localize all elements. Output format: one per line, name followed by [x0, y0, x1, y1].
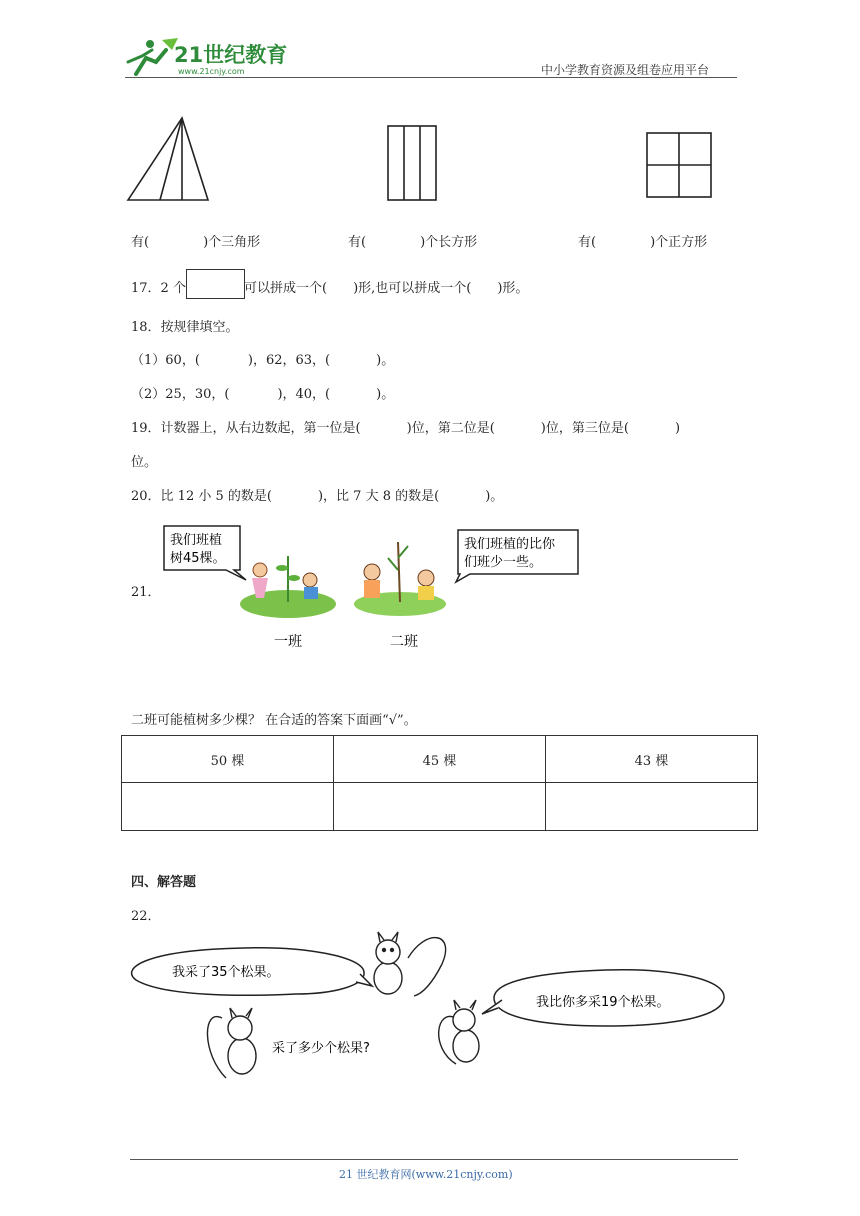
site-tagline: 中小学教育资源及组卷应用平台	[541, 63, 710, 77]
question-22-prompt: 采了多少个松果?	[272, 1041, 370, 1056]
option-43: 43 棵	[546, 736, 758, 783]
logo-url: www.21cnjy.com	[178, 67, 245, 76]
rectangles-figure	[386, 124, 438, 202]
speech-bubble-squirrel2	[482, 970, 724, 1026]
option-45: 45 棵	[334, 736, 546, 783]
speech-bubble-squirrel1	[132, 948, 372, 996]
question-22-num: 22．	[131, 909, 161, 924]
question-20: 20．比 12 小 5 的数是( )，比 7 大 8 的数是( )。	[131, 489, 504, 504]
logo-text: 21世纪教育	[174, 43, 288, 67]
square-count-label: 有( )个正方形	[578, 235, 708, 250]
footer-divider	[130, 1159, 738, 1160]
squares-figure	[645, 131, 713, 199]
triangle-figure	[126, 116, 210, 204]
svg-text:树45棵。: 树45棵。	[170, 551, 226, 566]
question-18-line2: （2）25，30，( )，40，( )。	[131, 387, 395, 402]
speech-bubble-class2	[456, 530, 578, 582]
svg-text:我采了35个松果。: 我采了35个松果。	[172, 965, 280, 980]
svg-text:我们班植的比你: 我们班植的比你	[464, 537, 556, 552]
question-21-num: 21．	[131, 585, 161, 600]
option-50: 50 棵	[122, 736, 334, 783]
class1-children-scene	[240, 556, 336, 618]
svg-text:们班少一些。: 们班少一些。	[464, 555, 543, 570]
question-18-title: 18．按规律填空。	[131, 320, 239, 335]
triangle-count-label: 有( )个三角形	[131, 235, 261, 250]
answer-cell-43[interactable]	[546, 783, 758, 831]
question-17: 17．2 个	[131, 281, 186, 296]
table-row	[122, 783, 758, 831]
squirrels-illustration	[126, 928, 730, 1088]
question-21-prompt: 二班可能植树多少棵？ 在合适的答案下面画“√”。	[131, 713, 417, 728]
question-18-line1: （1）60，( )，62，63，( )。	[131, 353, 395, 368]
site-logo	[122, 36, 292, 78]
answer-table	[121, 735, 758, 831]
footer-link[interactable]: 21 世纪教育网(www.21cnjy.com)	[339, 1168, 513, 1181]
squirrel-2-icon	[439, 1000, 479, 1064]
svg-text:我们班植: 我们班植	[170, 533, 223, 548]
squirrel-3-icon	[207, 1008, 256, 1078]
answer-cell-50[interactable]	[122, 783, 334, 831]
tree-planting-illustration	[160, 522, 590, 652]
rectangle-count-label: 有( )个长方形	[348, 235, 478, 250]
speech-bubble-class1	[164, 526, 246, 580]
question-17-text: 可以拼成一个( )形,也可以拼成一个( )形。	[244, 281, 529, 296]
rectangle-shape-box	[186, 269, 245, 299]
class2-children-scene	[354, 542, 446, 616]
class2-label: 二班	[390, 634, 418, 650]
section-title: 四、解答题	[131, 875, 197, 890]
question-19-line2: 位。	[131, 455, 158, 470]
squirrel-1-icon	[374, 932, 446, 996]
svg-text:我比你多采19个松果。: 我比你多采19个松果。	[536, 995, 670, 1010]
class1-label: 一班	[274, 634, 302, 650]
answer-cell-45[interactable]	[334, 783, 546, 831]
table-row	[122, 736, 758, 783]
header-divider	[125, 77, 737, 78]
question-19-line1: 19．计数器上，从右边数起，第一位是( )位，第二位是( )位，第三位是( )	[131, 421, 681, 436]
